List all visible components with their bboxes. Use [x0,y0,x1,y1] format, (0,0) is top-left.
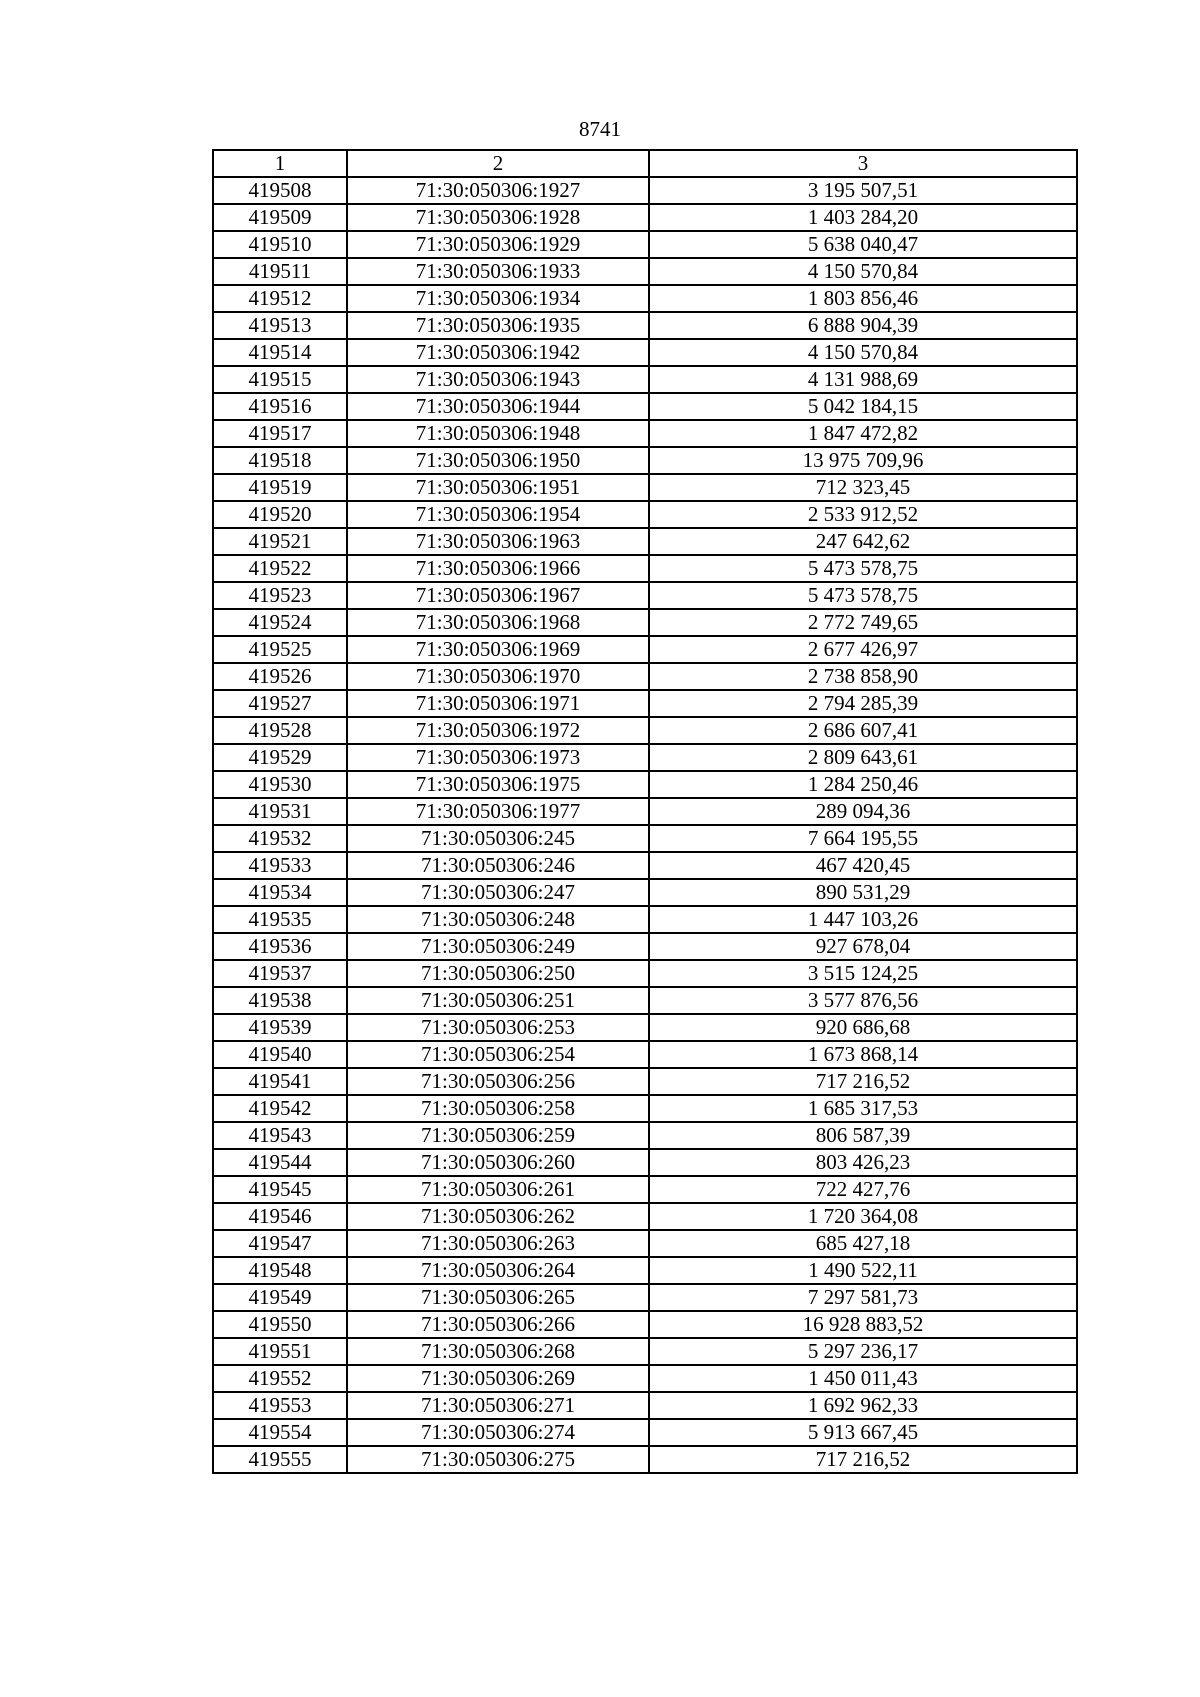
row-number-cell: 419547 [213,1230,347,1257]
row-number-cell: 419513 [213,312,347,339]
value-cell: 806 587,39 [649,1122,1077,1149]
table-row [213,771,1077,798]
table-row [213,906,1077,933]
cadastral-number-cell: 71:30:050306:1950 [347,447,649,474]
cadastral-number-cell: 71:30:050306:258 [347,1095,649,1122]
table-row [213,420,1077,447]
table-row [213,933,1077,960]
cadastral-number-cell: 71:30:050306:275 [347,1446,649,1473]
value-cell: 13 975 709,96 [649,447,1077,474]
table-row [213,501,1077,528]
table-row [213,690,1077,717]
table-row [213,339,1077,366]
cadastral-number-cell: 71:30:050306:245 [347,825,649,852]
value-cell: 1 450 011,43 [649,1365,1077,1392]
row-number-cell: 419521 [213,528,347,555]
table-row [213,1365,1077,1392]
row-number-cell: 419510 [213,231,347,258]
value-cell: 1 803 856,46 [649,285,1077,312]
table-row [213,1311,1077,1338]
table-row [213,609,1077,636]
table-row [213,798,1077,825]
cadastral-number-cell: 71:30:050306:268 [347,1338,649,1365]
value-cell: 2 533 912,52 [649,501,1077,528]
row-number-cell: 419517 [213,420,347,447]
value-cell: 2 686 607,41 [649,717,1077,744]
value-cell: 920 686,68 [649,1014,1077,1041]
value-cell: 5 638 040,47 [649,231,1077,258]
row-number-cell: 419515 [213,366,347,393]
table-row [213,636,1077,663]
row-number-cell: 419541 [213,1068,347,1095]
value-cell: 2 794 285,39 [649,690,1077,717]
row-number-cell: 419551 [213,1338,347,1365]
value-cell: 2 809 643,61 [649,744,1077,771]
cadastral-number-cell: 71:30:050306:1971 [347,690,649,717]
value-cell: 2 738 858,90 [649,663,1077,690]
table-row [213,1095,1077,1122]
cadastral-number-cell: 71:30:050306:264 [347,1257,649,1284]
cadastral-number-cell: 71:30:050306:1973 [347,744,649,771]
value-cell: 1 284 250,46 [649,771,1077,798]
value-cell: 3 195 507,51 [649,177,1077,204]
value-cell: 247 642,62 [649,528,1077,555]
table-row [213,285,1077,312]
table-row [213,1014,1077,1041]
row-number-cell: 419525 [213,636,347,663]
value-cell: 1 490 522,11 [649,1257,1077,1284]
table-row [213,582,1077,609]
row-number-cell: 419538 [213,987,347,1014]
cadastral-number-cell: 71:30:050306:1977 [347,798,649,825]
cadastral-number-cell: 71:30:050306:247 [347,879,649,906]
value-cell: 5 042 184,15 [649,393,1077,420]
row-number-cell: 419523 [213,582,347,609]
value-cell: 7 664 195,55 [649,825,1077,852]
row-number-cell: 419553 [213,1392,347,1419]
table-row [213,1122,1077,1149]
value-cell: 3 577 876,56 [649,987,1077,1014]
row-number-cell: 419555 [213,1446,347,1473]
table-row [213,1068,1077,1095]
cadastral-number-cell: 71:30:050306:1975 [347,771,649,798]
table-row [213,744,1077,771]
cadastral-number-cell: 71:30:050306:259 [347,1122,649,1149]
cadastral-number-cell: 71:30:050306:271 [347,1392,649,1419]
cadastral-number-cell: 71:30:050306:266 [347,1311,649,1338]
row-number-cell: 419528 [213,717,347,744]
table-row [213,825,1077,852]
table-row [213,879,1077,906]
cadastral-number-cell: 71:30:050306:248 [347,906,649,933]
value-cell: 803 426,23 [649,1149,1077,1176]
table-row [213,663,1077,690]
value-cell: 7 297 581,73 [649,1284,1077,1311]
cadastral-number-cell: 71:30:050306:262 [347,1203,649,1230]
table-row [213,960,1077,987]
value-cell: 1 720 364,08 [649,1203,1077,1230]
row-number-cell: 419531 [213,798,347,825]
page-number: 8741 [579,117,621,141]
table-row [213,1041,1077,1068]
value-cell: 1 847 472,82 [649,420,1077,447]
table-row [213,1149,1077,1176]
value-cell: 6 888 904,39 [649,312,1077,339]
table-row [213,1176,1077,1203]
value-cell: 1 403 284,20 [649,204,1077,231]
table-row [213,231,1077,258]
value-cell: 2 772 749,65 [649,609,1077,636]
value-cell: 4 150 570,84 [649,258,1077,285]
row-number-cell: 419545 [213,1176,347,1203]
cadastral-number-cell: 71:30:050306:249 [347,933,649,960]
cadastral-number-cell: 71:30:050306:1948 [347,420,649,447]
value-cell: 3 515 124,25 [649,960,1077,987]
value-cell: 1 447 103,26 [649,906,1077,933]
table-row [213,717,1077,744]
row-number-cell: 419533 [213,852,347,879]
cadastral-number-cell: 71:30:050306:1942 [347,339,649,366]
cadastral-number-cell: 71:30:050306:1969 [347,636,649,663]
row-number-cell: 419535 [213,906,347,933]
cadastral-number-cell: 71:30:050306:265 [347,1284,649,1311]
value-cell: 5 473 578,75 [649,582,1077,609]
table-row [213,1257,1077,1284]
row-number-cell: 419540 [213,1041,347,1068]
cadastral-number-cell: 71:30:050306:274 [347,1419,649,1446]
row-number-cell: 419548 [213,1257,347,1284]
row-number-cell: 419550 [213,1311,347,1338]
value-cell: 890 531,29 [649,879,1077,906]
value-cell: 1 692 962,33 [649,1392,1077,1419]
row-number-cell: 419508 [213,177,347,204]
value-cell: 927 678,04 [649,933,1077,960]
table-row [213,555,1077,582]
cadastral-number-cell: 71:30:050306:1944 [347,393,649,420]
cadastral-number-cell: 71:30:050306:1928 [347,204,649,231]
row-number-cell: 419529 [213,744,347,771]
value-cell: 712 323,45 [649,474,1077,501]
row-number-cell: 419530 [213,771,347,798]
table-row [213,1392,1077,1419]
row-number-cell: 419534 [213,879,347,906]
cadastral-number-cell: 71:30:050306:1963 [347,528,649,555]
cadastral-number-cell: 71:30:050306:1929 [347,231,649,258]
cadastral-number-cell: 71:30:050306:253 [347,1014,649,1041]
value-cell: 16 928 883,52 [649,1311,1077,1338]
table-row [213,204,1077,231]
cadastral-number-cell: 71:30:050306:250 [347,960,649,987]
cadastral-number-cell: 71:30:050306:269 [347,1365,649,1392]
table-row [213,1446,1077,1473]
value-cell: 5 913 667,45 [649,1419,1077,1446]
value-cell: 289 094,36 [649,798,1077,825]
row-number-cell: 419537 [213,960,347,987]
column-header-1: 1 [213,150,347,177]
cadastral-number-cell: 71:30:050306:1935 [347,312,649,339]
row-number-cell: 419511 [213,258,347,285]
value-cell: 467 420,45 [649,852,1077,879]
cadastral-number-cell: 71:30:050306:1951 [347,474,649,501]
table-header [213,150,1077,177]
cadastral-number-cell: 71:30:050306:1968 [347,609,649,636]
cadastral-number-cell: 71:30:050306:260 [347,1149,649,1176]
cadastral-number-cell: 71:30:050306:261 [347,1176,649,1203]
cadastral-number-cell: 71:30:050306:1966 [347,555,649,582]
value-cell: 2 677 426,97 [649,636,1077,663]
value-cell: 1 685 317,53 [649,1095,1077,1122]
data-table [212,149,1078,1474]
cadastral-number-cell: 71:30:050306:1967 [347,582,649,609]
row-number-cell: 419524 [213,609,347,636]
value-cell: 717 216,52 [649,1446,1077,1473]
value-cell: 722 427,76 [649,1176,1077,1203]
table-row [213,312,1077,339]
row-number-cell: 419514 [213,339,347,366]
row-number-cell: 419549 [213,1284,347,1311]
table-body [213,177,1077,1473]
row-number-cell: 419544 [213,1149,347,1176]
table-row [213,852,1077,879]
row-number-cell: 419532 [213,825,347,852]
table-row [213,447,1077,474]
cadastral-number-cell: 71:30:050306:254 [347,1041,649,1068]
value-cell: 5 473 578,75 [649,555,1077,582]
row-number-cell: 419542 [213,1095,347,1122]
value-cell: 1 673 868,14 [649,1041,1077,1068]
row-number-cell: 419516 [213,393,347,420]
table-row [213,474,1077,501]
value-cell: 4 131 988,69 [649,366,1077,393]
cadastral-number-cell: 71:30:050306:1933 [347,258,649,285]
row-number-cell: 419522 [213,555,347,582]
cadastral-number-cell: 71:30:050306:1972 [347,717,649,744]
table-row [213,1338,1077,1365]
row-number-cell: 419546 [213,1203,347,1230]
column-header-2: 2 [347,150,649,177]
cadastral-number-cell: 71:30:050306:1943 [347,366,649,393]
cadastral-number-cell: 71:30:050306:251 [347,987,649,1014]
table-row [213,1230,1077,1257]
row-number-cell: 419509 [213,204,347,231]
cadastral-number-cell: 71:30:050306:1970 [347,663,649,690]
cadastral-number-cell: 71:30:050306:256 [347,1068,649,1095]
table-row [213,366,1077,393]
row-number-cell: 419519 [213,474,347,501]
cadastral-number-cell: 71:30:050306:263 [347,1230,649,1257]
row-number-cell: 419518 [213,447,347,474]
row-number-cell: 419552 [213,1365,347,1392]
table-row [213,177,1077,204]
row-number-cell: 419512 [213,285,347,312]
value-cell: 685 427,18 [649,1230,1077,1257]
cadastral-number-cell: 71:30:050306:246 [347,852,649,879]
table-row [213,258,1077,285]
cadastral-number-cell: 71:30:050306:1954 [347,501,649,528]
value-cell: 5 297 236,17 [649,1338,1077,1365]
table-row [213,987,1077,1014]
table-row [213,393,1077,420]
table-row [213,1284,1077,1311]
row-number-cell: 419554 [213,1419,347,1446]
row-number-cell: 419527 [213,690,347,717]
value-cell: 4 150 570,84 [649,339,1077,366]
row-number-cell: 419526 [213,663,347,690]
cadastral-number-cell: 71:30:050306:1927 [347,177,649,204]
row-number-cell: 419543 [213,1122,347,1149]
row-number-cell: 419520 [213,501,347,528]
row-number-cell: 419539 [213,1014,347,1041]
column-header-3: 3 [649,150,1077,177]
cadastral-number-cell: 71:30:050306:1934 [347,285,649,312]
value-cell: 717 216,52 [649,1068,1077,1095]
header-row [213,150,1077,177]
table-row [213,1419,1077,1446]
table-row [213,528,1077,555]
table-row [213,1203,1077,1230]
row-number-cell: 419536 [213,933,347,960]
